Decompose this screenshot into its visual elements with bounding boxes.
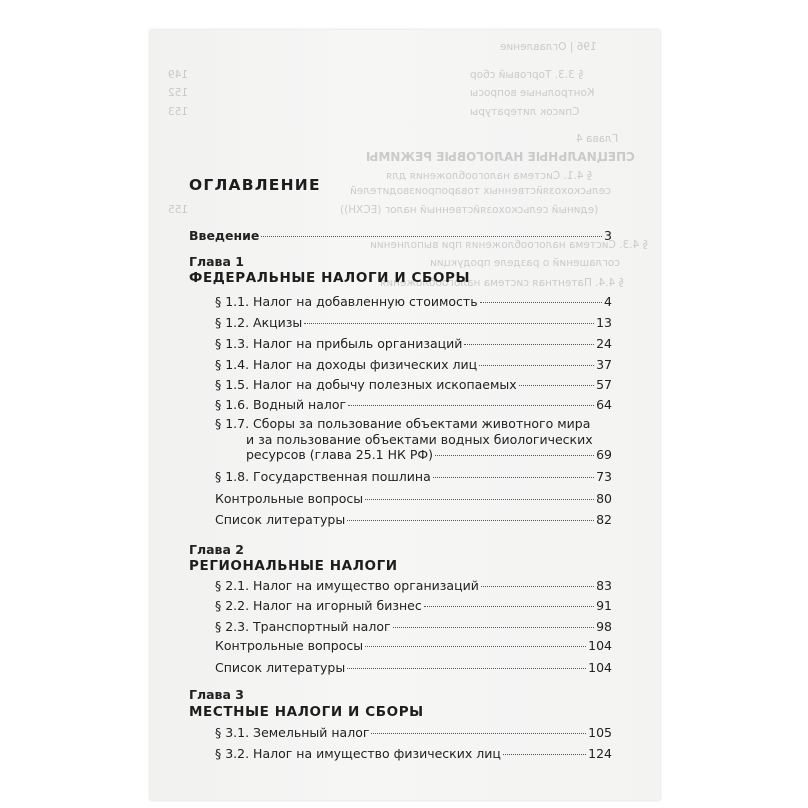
toc-entry-label-line1: § 1.7. Сборы за пользование объектами животного мира bbox=[215, 416, 591, 431]
toc-entry[interactable] bbox=[215, 377, 612, 392]
toc-entry-label: Список литературы bbox=[215, 512, 346, 527]
show-through-line: Контрольные вопросы bbox=[470, 87, 595, 99]
chapter-label: Глава 2 bbox=[189, 542, 244, 557]
toc-entry[interactable] bbox=[215, 491, 612, 506]
toc-title: ОГЛАВЛЕНИЕ bbox=[189, 176, 321, 194]
toc-entry-label: Контрольные вопросы bbox=[215, 638, 364, 653]
toc-entry-label-row3 bbox=[215, 447, 612, 463]
show-through-line: Глава 4 bbox=[576, 133, 619, 145]
toc-entry-label-line3: ресурсов (глава 25.1 НК РФ) bbox=[246, 447, 434, 462]
toc-entry[interactable] bbox=[215, 397, 612, 412]
toc-entry-page: 80 bbox=[596, 491, 612, 506]
show-through-line: СПЕЦИАЛЬНЫЕ НАЛОГОВЫЕ РЕЖИМЫ bbox=[366, 150, 635, 164]
show-through-line: (единый сельскохозяйственный налог (ЕСХН)) bbox=[340, 204, 599, 216]
toc-entry-page: 73 bbox=[596, 469, 612, 484]
toc-entry[interactable] bbox=[215, 357, 612, 372]
toc-entry[interactable] bbox=[215, 638, 612, 653]
toc-entry-label: § 1.5. Налог на добычу полезных ископаемых bbox=[215, 377, 517, 392]
toc-entry-label: § 2.1. Налог на имущество организаций bbox=[215, 578, 479, 593]
toc-entry-page: 13 bbox=[596, 315, 612, 330]
toc-entry[interactable] bbox=[215, 512, 612, 527]
toc-entry-page: 91 bbox=[596, 598, 612, 613]
toc-entry[interactable] bbox=[215, 725, 612, 740]
dot-leader bbox=[393, 627, 595, 628]
toc-entry[interactable] bbox=[215, 598, 612, 613]
toc-entry-multiline[interactable] bbox=[215, 416, 612, 463]
dot-leader bbox=[435, 455, 594, 456]
dot-leader bbox=[424, 606, 594, 607]
toc-entry[interactable] bbox=[215, 336, 612, 351]
toc-entry[interactable] bbox=[215, 619, 612, 634]
show-through-line: Список литературы bbox=[470, 106, 580, 118]
toc-entry-label: § 2.3. Транспортный налог bbox=[215, 619, 391, 634]
toc-entry-page: 105 bbox=[588, 725, 612, 740]
toc-entry-page: 4 bbox=[604, 294, 612, 309]
toc-entry[interactable] bbox=[215, 294, 612, 309]
dot-leader bbox=[347, 668, 586, 669]
dot-leader bbox=[365, 499, 594, 500]
dot-leader bbox=[433, 477, 594, 478]
show-through-page: 155 bbox=[168, 204, 189, 216]
toc-entry-label: § 3.2. Налог на имущество физических лиц bbox=[215, 746, 501, 761]
dot-leader bbox=[481, 586, 594, 587]
dot-leader bbox=[479, 365, 594, 366]
toc-entry-page: 24 bbox=[596, 336, 612, 351]
show-through-line: соглашений о разделе продукции bbox=[430, 257, 621, 269]
toc-entry[interactable] bbox=[215, 660, 612, 675]
toc-entry-intro[interactable] bbox=[189, 228, 612, 243]
toc-entry-page: 64 bbox=[596, 397, 612, 412]
dot-leader bbox=[371, 733, 586, 734]
dot-leader bbox=[464, 344, 594, 345]
chapter-title: ФЕДЕРАЛЬНЫЕ НАЛОГИ И СБОРЫ bbox=[189, 270, 471, 286]
toc-entry-label: § 3.1. Земельный налог bbox=[215, 725, 370, 740]
show-through-line: § 4.3. Система налогообложения при выполнении bbox=[370, 239, 648, 251]
toc-entry-label: Введение bbox=[189, 228, 260, 243]
toc-entry-label: § 1.6. Водный налог bbox=[215, 397, 347, 412]
toc-entry[interactable] bbox=[215, 746, 612, 761]
toc-entry[interactable] bbox=[215, 315, 612, 330]
toc-entry-page: 82 bbox=[596, 512, 612, 527]
toc-entry-label: Контрольные вопросы bbox=[215, 491, 364, 506]
show-through-page: 149 bbox=[168, 69, 189, 81]
toc-entry-page: 3 bbox=[604, 228, 612, 243]
toc-entry-label: § 2.2. Налог на игорный бизнес bbox=[215, 598, 422, 613]
show-through-line: сельскохозяйственных товаропроизводителей bbox=[350, 185, 612, 197]
dot-leader bbox=[304, 323, 594, 324]
toc-entry-label-line2: и за пользование объектами водных биологических bbox=[246, 431, 593, 447]
toc-entry-label: § 1.4. Налог на доходы физических лиц bbox=[215, 357, 478, 372]
dot-leader bbox=[519, 385, 594, 386]
show-through-page: 152 bbox=[168, 87, 189, 99]
toc-entry-label: Список литературы bbox=[215, 660, 346, 675]
dot-leader bbox=[365, 646, 586, 647]
dot-leader bbox=[480, 302, 602, 303]
toc-entry-page: 83 bbox=[596, 578, 612, 593]
toc-entry-page: 98 bbox=[596, 619, 612, 634]
toc-entry-label: § 1.1. Налог на добавленную стоимость bbox=[215, 294, 478, 309]
show-through-line: § 4.1. Система налогообложения для bbox=[386, 170, 593, 182]
show-through-page: 153 bbox=[168, 106, 189, 118]
toc-entry-label: § 1.3. Налог на прибыль организаций bbox=[215, 336, 463, 351]
toc-entry[interactable] bbox=[215, 578, 612, 593]
chapter-title: МЕСТНЫЕ НАЛОГИ И СБОРЫ bbox=[189, 704, 424, 720]
chapter-label: Глава 3 bbox=[189, 687, 244, 702]
toc-entry-label: § 1.8. Государственная пошлина bbox=[215, 469, 431, 484]
book-page bbox=[150, 30, 660, 800]
chapter-label: Глава 1 bbox=[189, 254, 244, 269]
toc-entry-label: § 1.2. Акцизы bbox=[215, 315, 303, 330]
dot-leader bbox=[503, 754, 586, 755]
dot-leader bbox=[348, 405, 594, 406]
toc-entry-page: 124 bbox=[588, 746, 612, 761]
dot-leader bbox=[261, 236, 602, 237]
show-through-line: § 3.3. Торговый сбор bbox=[470, 69, 584, 81]
toc-entry-page: 69 bbox=[596, 447, 612, 462]
dot-leader bbox=[347, 520, 594, 521]
show-through-line: § 4.4. Патентная система налогообложения bbox=[380, 277, 624, 289]
chapter-title: РЕГИОНАЛЬНЫЕ НАЛОГИ bbox=[189, 558, 398, 574]
toc-entry-page: 37 bbox=[596, 357, 612, 372]
toc-entry-page: 57 bbox=[596, 377, 612, 392]
toc-entry[interactable] bbox=[215, 469, 612, 484]
show-through-header: 196 | Оглавление bbox=[500, 41, 597, 53]
toc-entry-page: 104 bbox=[588, 660, 612, 675]
toc-entry-page: 104 bbox=[588, 638, 612, 653]
